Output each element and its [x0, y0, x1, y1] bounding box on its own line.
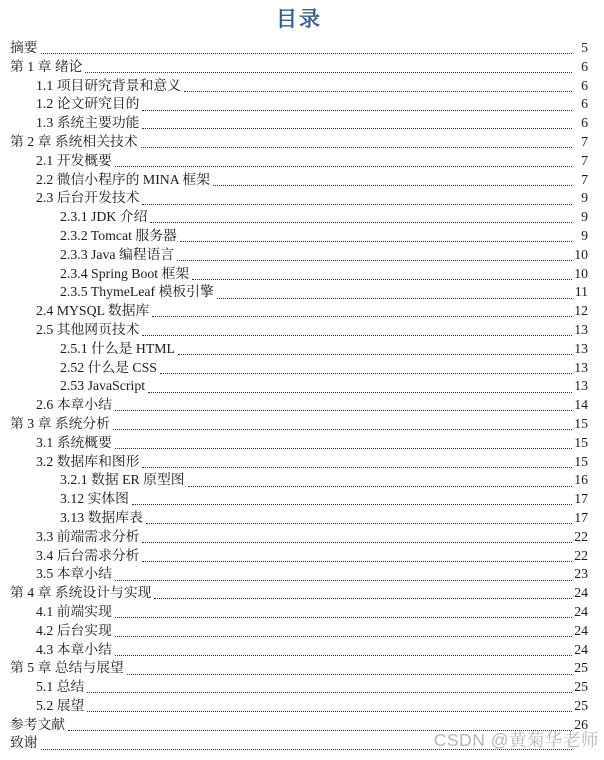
toc-entry-label: 3.3 前端需求分析	[36, 528, 140, 544]
watermark: CSDN @黄菊华老师	[433, 730, 599, 750]
toc-entry-page: 5	[581, 40, 588, 55]
toc-entry-label: 2.5 其他网页技术	[36, 321, 140, 337]
toc-entry[interactable]	[10, 678, 588, 697]
dot-leader	[139, 133, 573, 152]
dot-leader	[113, 622, 573, 641]
toc-entry[interactable]	[10, 547, 588, 566]
dot-leader	[152, 584, 573, 603]
dot-leader	[85, 678, 573, 697]
dot-leader	[140, 321, 573, 340]
dot-leader	[182, 77, 573, 96]
toc-entry-page: 6	[581, 96, 588, 112]
toc-entry-page: 13	[574, 340, 588, 356]
toc-entry-label: 1.1 项目研究背景和意义	[36, 77, 181, 93]
toc-entry-page: 16	[574, 472, 588, 488]
toc-entry[interactable]	[10, 359, 588, 378]
dot-leader	[158, 359, 573, 378]
toc-entry[interactable]	[10, 434, 588, 453]
toc-entry-label: 2.3.1 JDK 介绍	[60, 209, 148, 225]
dot-leader	[113, 152, 573, 171]
toc-list	[10, 39, 588, 753]
toc-entry[interactable]	[10, 95, 588, 114]
toc-entry-label: 致谢	[10, 735, 38, 751]
dot-leader	[140, 114, 573, 133]
toc-entry-page: 11	[574, 284, 588, 300]
toc-entry-page: 17	[574, 509, 588, 525]
dot-leader	[146, 377, 573, 396]
toc-entry-label: 3.2 数据库和图形	[36, 453, 140, 469]
dot-leader	[150, 302, 573, 321]
toc-entry-label: 3.4 后台需求分析	[36, 547, 140, 563]
dot-leader	[140, 453, 573, 472]
dot-leader	[39, 734, 573, 753]
toc-entry[interactable]	[10, 302, 588, 321]
toc-entry[interactable]	[10, 509, 588, 528]
toc-entry-label: 5.1 总结	[36, 679, 85, 695]
toc-entry-page: 15	[574, 434, 588, 450]
toc-entry-page: 14	[574, 397, 588, 413]
toc-entry[interactable]	[10, 189, 588, 208]
toc-entry[interactable]	[10, 340, 588, 359]
toc-entry-label: 第 3 章 系统分析	[10, 415, 111, 431]
dot-leader	[85, 697, 573, 716]
dot-leader	[178, 227, 573, 246]
toc-entry-label: 参考文献	[10, 716, 66, 732]
toc-entry[interactable]	[10, 58, 588, 77]
toc-entry[interactable]	[10, 133, 588, 152]
toc-entry[interactable]	[10, 265, 588, 284]
toc-entry[interactable]	[10, 377, 588, 396]
toc-entry-label: 第 5 章 总结与展望	[10, 660, 124, 676]
dot-leader	[140, 95, 573, 114]
toc-entry-page: 24	[574, 641, 588, 657]
toc-entry-page: 25	[574, 697, 588, 713]
toc-entry-label: 3.12 实体图	[60, 491, 129, 507]
toc-entry-label: 3.1 系统概要	[36, 434, 112, 450]
toc-entry-page: 13	[574, 378, 588, 394]
toc-entry[interactable]	[10, 697, 588, 716]
toc-entry[interactable]	[10, 453, 588, 472]
toc-entry-label: 2.3.2 Tomcat 服务器	[60, 227, 177, 243]
dot-leader	[190, 265, 573, 284]
toc-entry-label: 4.1 前端实现	[36, 603, 112, 619]
toc-entry[interactable]	[10, 208, 588, 227]
toc-entry-label: 第 1 章 绪论	[10, 58, 83, 74]
toc-entry-label: 2.52 什么是 CSS	[60, 359, 157, 375]
toc-entry[interactable]	[10, 246, 588, 265]
toc-entry-label: 4.3 本章小结	[36, 641, 112, 657]
toc-entry-label: 1.3 系统主要功能	[36, 115, 140, 131]
toc-entry[interactable]	[10, 152, 588, 171]
toc-entry-page: 26	[574, 716, 588, 732]
page-title: 目录	[276, 7, 322, 31]
toc-entry[interactable]	[10, 622, 588, 641]
toc-entry-page: 6	[581, 115, 588, 131]
toc-entry[interactable]	[10, 396, 588, 415]
toc-entry-page: 25	[574, 679, 588, 695]
toc-entry[interactable]	[10, 283, 588, 302]
toc-entry-page: 6	[581, 77, 588, 93]
toc-entry-page: 17	[574, 491, 588, 507]
dot-leader	[113, 641, 573, 660]
toc-entry[interactable]	[10, 716, 588, 735]
toc-entry-page: 24	[574, 585, 588, 601]
toc-entry-label: 2.3.4 Spring Boot 框架	[60, 265, 190, 281]
toc-entry-page: 12	[574, 303, 588, 319]
toc-entry-page: 13	[574, 359, 588, 375]
toc-entry-label: 2.5.1 什么是 HTML	[60, 340, 175, 356]
toc-entry[interactable]	[10, 471, 588, 490]
toc-entry-label: 2.3.5 ThymeLeaf 模板引擎	[60, 284, 214, 300]
dot-leader	[39, 39, 573, 58]
toc-entry-page: 24	[574, 622, 588, 638]
toc-entry-label: 3.13 数据库表	[60, 509, 143, 525]
toc-entry-page: 6	[581, 58, 588, 74]
toc-entry-page: 7	[581, 152, 588, 168]
dot-leader	[215, 283, 573, 302]
toc-entry[interactable]	[10, 415, 588, 434]
toc-entry-page: 9	[581, 227, 588, 243]
toc-entry-page: 23	[574, 566, 588, 582]
toc-entry-label: 2.2 微信小程序的 MINA 框架	[36, 171, 210, 187]
toc-entry-page: 10	[574, 265, 588, 281]
toc-entry-label: 3.2.1 数据 ER 原型图	[60, 472, 185, 488]
toc-entry-label: 摘要	[10, 40, 38, 55]
toc-entry-page: 15	[574, 415, 588, 431]
toc-entry-page: 9	[581, 190, 588, 206]
toc-entry-label: 第 2 章 系统相关技术	[10, 133, 138, 149]
dot-leader	[140, 547, 573, 566]
dot-leader	[113, 396, 573, 415]
toc-entry-page: 22	[574, 547, 588, 563]
dot-leader	[140, 189, 573, 208]
toc-entry-label: 2.53 JavaScript	[60, 378, 146, 394]
toc-entry-label: 2.3 后台开发技术	[36, 190, 140, 206]
dot-leader	[113, 565, 573, 584]
dot-leader	[66, 716, 573, 735]
toc-entry-label: 2.3.3 Java 编程语言	[60, 246, 175, 262]
dot-leader	[125, 659, 573, 678]
dot-leader	[130, 490, 573, 509]
dot-leader	[111, 415, 573, 434]
toc-entry[interactable]	[10, 490, 588, 509]
toc-entry-label: 2.4 MYSQL 数据库	[36, 303, 150, 319]
toc-entry[interactable]	[10, 565, 588, 584]
dot-leader	[140, 528, 573, 547]
toc-entry-page: 9	[581, 209, 588, 225]
toc-entry[interactable]	[10, 528, 588, 547]
toc-entry-page: 22	[574, 528, 588, 544]
dot-leader	[113, 434, 573, 453]
toc-entry-label: 4.2 后台实现	[36, 622, 112, 638]
toc-entry-label: 2.1 开发概要	[36, 152, 112, 168]
toc-entry[interactable]	[10, 321, 588, 340]
toc-entry-label: 1.2 论文研究目的	[36, 96, 140, 112]
toc-entry[interactable]	[10, 734, 588, 753]
toc-entry[interactable]	[10, 171, 588, 190]
toc-entry-page: 7	[581, 171, 588, 187]
dot-leader	[113, 603, 573, 622]
toc-entry[interactable]	[10, 39, 588, 58]
toc-entry[interactable]	[10, 114, 588, 133]
toc-entry-page: 13	[574, 321, 588, 337]
toc-entry[interactable]	[10, 641, 588, 660]
toc-entry[interactable]	[10, 227, 588, 246]
dot-leader	[211, 171, 573, 190]
toc-entry[interactable]	[10, 584, 588, 603]
toc-entry-page: 25	[574, 660, 588, 676]
dot-leader	[83, 58, 573, 77]
dot-leader	[144, 509, 573, 528]
toc-entry-label: 第 4 章 系统设计与实现	[10, 585, 152, 601]
dot-leader	[186, 471, 573, 490]
toc-entry[interactable]	[10, 659, 588, 678]
toc-entry[interactable]	[10, 603, 588, 622]
dot-leader	[175, 246, 573, 265]
toc-entry-page: 24	[574, 603, 588, 619]
toc-entry-label: 5.2 展望	[36, 697, 85, 713]
toc-entry-label: 3.5 本章小结	[36, 566, 112, 582]
dot-leader	[176, 340, 573, 359]
dot-leader	[148, 208, 573, 227]
toc-entry-label: 2.6 本章小结	[36, 397, 112, 413]
toc-entry-page: 10	[574, 246, 588, 262]
toc-entry[interactable]	[10, 77, 588, 96]
toc-entry-page: 15	[574, 453, 588, 469]
toc-entry-page: 7	[581, 133, 588, 149]
